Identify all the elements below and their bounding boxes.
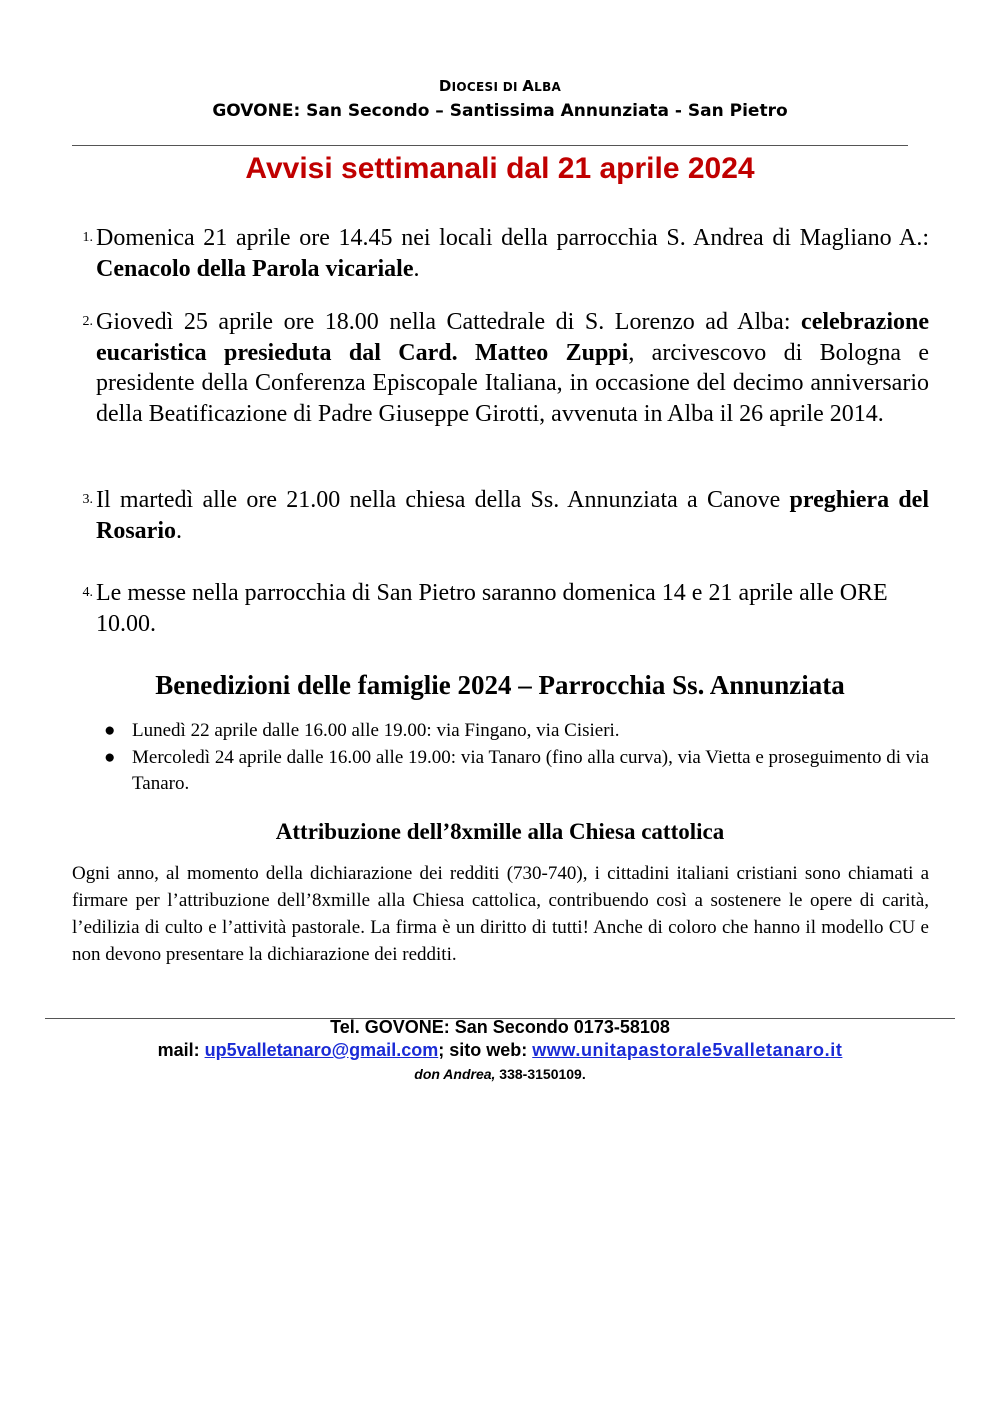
notice-highlight: Cenacolo della Parola vicariale — [96, 255, 414, 282]
bullet-icon: ● — [104, 720, 116, 741]
diocese-word-iocesi: IOCESI DI — [451, 80, 523, 94]
notice-text-end: . — [176, 517, 182, 544]
notice-number: 1. — [82, 230, 93, 245]
notice-item-2 — [82, 307, 930, 429]
priest-phone: 338-3150109. — [495, 1066, 586, 1082]
notice-item-3 — [82, 485, 929, 546]
mail-label: mail: — [157, 1040, 205, 1060]
attribution-body: Ogni anno, al momento della dichiarazione dei redditi (730-740), i cittadini italiani cristiani sono chiamati a firmare per l’attribuzione dell’8xmille alla Chiesa cattolica, contribuendo così a sostenere le opere di carità, l’edilizia di culto e l’attività pastorale. La firma è un diritto di tutti! Anche di coloro che hanno il modello CU e non devono presentare la dichiarazione dei redditi. — [72, 863, 929, 965]
notice-highlight: celebrazione eucaristica presieduta dal Card. Matteo Zuppi — [96, 309, 929, 366]
blessing-item-2 — [104, 745, 929, 797]
attribution-title: Attribuzione dell’8xmille alla Chiesa cattolica — [275, 819, 725, 844]
parishes-heading: GOVONE: San Secondo – Santissima Annunziata - San Pietro — [212, 101, 788, 121]
web-label: ; sito web: — [438, 1040, 533, 1060]
notice-text-end: , arcivescovo di Bologna e presidente della Conferenza Episcopale Italiana, in occasione del decimo anniversario della Beatificazione di Padre Giuseppe Girotti, avvenuta in Alba il 26 aprile 2014. — [96, 339, 930, 427]
diocese-letter-d: D — [438, 77, 452, 95]
notice-text: Giovedì 25 aprile ore 18.00 nella Cattedrale di S. Lorenzo ad Alba: — [96, 309, 802, 335]
notice-number: 4. — [82, 585, 93, 600]
diocese-heading — [0, 77, 1000, 95]
notice-number: 2. — [82, 314, 93, 329]
notice-item-1 — [82, 223, 929, 284]
blessings-title: Benedizioni delle famiglie 2024 – Parrocchia Ss. Annunziata — [155, 670, 845, 700]
notice-item-4 — [82, 578, 929, 639]
footer-phone: Tel. GOVONE: San Secondo 0173-58108 — [330, 1017, 670, 1037]
bullet-icon: ● — [104, 747, 116, 768]
notice-text-end: . — [413, 255, 420, 282]
priest-name: don Andrea, — [414, 1066, 496, 1082]
header-divider — [72, 145, 908, 146]
footer-priest-contact — [0, 1066, 1000, 1082]
diocese-word-lba: LBA — [534, 80, 562, 94]
blessing-text: Mercoledì 24 aprile dalle 16.00 alle 19.00: via Tanaro (fino alla curva), via Vietta e proseguimento di via Tanaro. — [132, 747, 929, 794]
email-link[interactable]: up5valletanaro@gmail.com — [204, 1040, 439, 1060]
notice-text: Domenica 21 aprile ore 14.45 nei locali della parrocchia S. Andrea di Magliano A.: — [96, 225, 929, 251]
page-title: Avvisi settimanali dal 21 aprile 2024 — [245, 152, 755, 185]
notice-text: Le messe nella parrocchia di San Pietro saranno domenica 14 e 21 aprile alle ORE 10.00. — [96, 580, 888, 637]
blessing-item-1 — [104, 718, 929, 744]
notice-text: Il martedì alle ore 21.00 nella chiesa della Ss. Annunziata a Canove — [96, 487, 790, 513]
diocese-letter-a: A — [522, 77, 535, 95]
notice-number: 3. — [82, 492, 93, 507]
website-link[interactable]: www.unitapastorale5valletanaro.it — [532, 1040, 843, 1060]
footer-contacts — [0, 1040, 1000, 1061]
blessing-text: Lunedì 22 aprile dalle 16.00 alle 19.00: via Fingano, via Cisieri. — [132, 720, 620, 741]
notice-highlight: preghiera del Rosario — [96, 487, 929, 544]
